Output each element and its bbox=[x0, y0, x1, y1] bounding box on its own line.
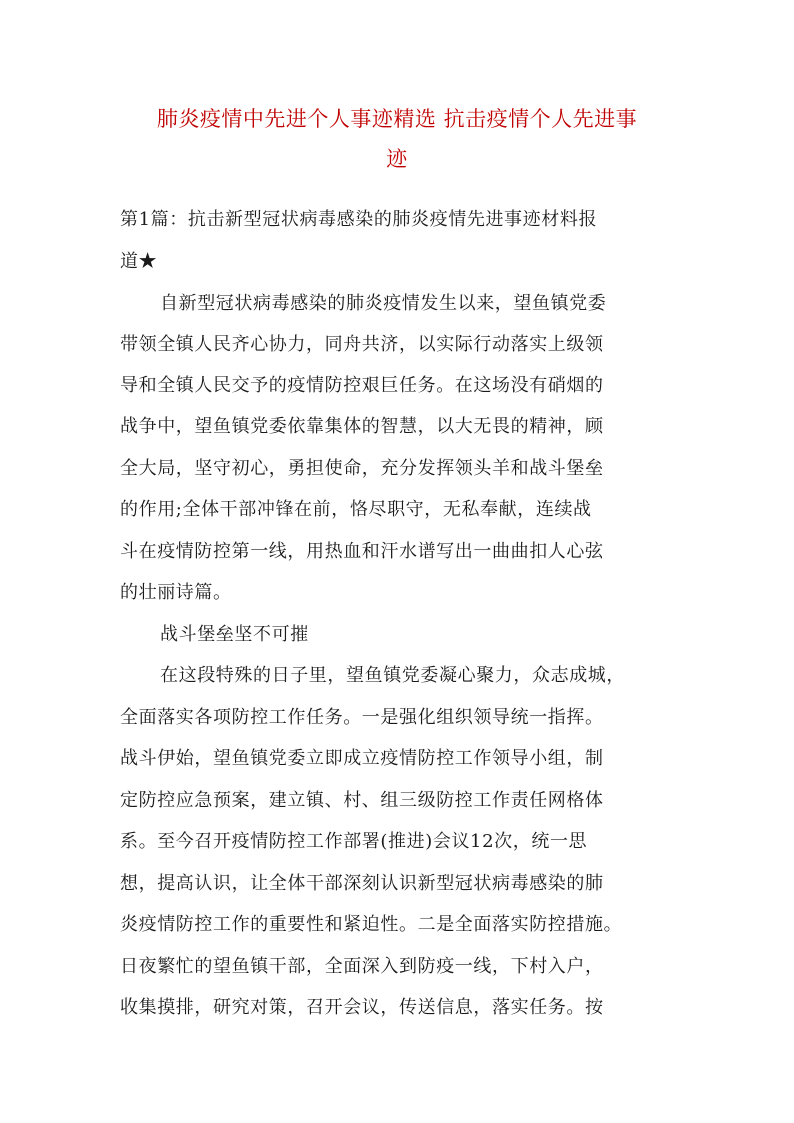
paragraph-line: 导和全镇人民交予的疫情防控艰巨任务。在这场没有硝烟的 bbox=[120, 375, 604, 396]
paragraph-line: 全面落实各项防控工作任务。一是强化组织领导统一指挥。 bbox=[120, 707, 604, 728]
document-title bbox=[100, 99, 694, 179]
paragraph-line: 带领全镇人民齐心协力，同舟共济，以实际行动落实上级领 bbox=[120, 334, 604, 355]
title-line: 迹 bbox=[386, 147, 408, 171]
subheading-line: 战斗堡垒坚不可摧 bbox=[160, 624, 309, 645]
title-line: 肺炎疫情中先进个人事迹精选 抗击疫情个人先进事 bbox=[156, 107, 638, 131]
section-heading-line: 第1篇：抗击新型冠状病毒感染的肺炎疫情先进事迹材料报 bbox=[120, 209, 598, 230]
paragraph-line: 系。至今召开疫情防控工作部署(推进)会议12次，统一思 bbox=[120, 831, 588, 852]
paragraph-line: 收集摸排，研究对策，召开会议，传送信息，落实任务。按 bbox=[120, 997, 604, 1018]
paragraph-line: 定防控应急预案，建立镇、村、组三级防控工作责任网格体 bbox=[120, 790, 604, 811]
paragraph-line: 日夜繁忙的望鱼镇干部，全面深入到防疫一线，下村入户， bbox=[120, 956, 604, 977]
paragraph-line: 斗在疫情防控第一线，用热血和汗水谱写出一曲曲扣人心弦 bbox=[120, 541, 604, 562]
paragraph-line: 战斗伊始，望鱼镇党委立即成立疫情防控工作领导小组，制 bbox=[120, 748, 604, 769]
paragraph-line: 战争中，望鱼镇党委依靠集体的智慧，以大无畏的精神，顾 bbox=[120, 416, 604, 437]
paragraph-line: 的作用;全体干部冲锋在前，恪尽职守，无私奉献，连续战 bbox=[120, 499, 592, 520]
paragraph-line: 炎疫情防控工作的重要性和紧迫性。二是全面落实防控措施。 bbox=[120, 914, 623, 935]
paragraph-line: 想，提高认识，让全体干部深刻认识新型冠状病毒感染的肺 bbox=[120, 873, 604, 894]
paragraph-line: 在这段特殊的日子里，望鱼镇党委凝心聚力，众志成城， bbox=[160, 665, 625, 686]
paragraph-line: 自新型冠状病毒感染的肺炎疫情发生以来，望鱼镇党委 bbox=[160, 293, 607, 314]
paragraph-line: 全大局，坚守初心，勇担使命，充分发挥领头羊和战斗堡垒 bbox=[120, 458, 604, 479]
section-heading-line: 道★ bbox=[120, 251, 158, 272]
paragraph-line: 的壮丽诗篇。 bbox=[120, 582, 232, 603]
